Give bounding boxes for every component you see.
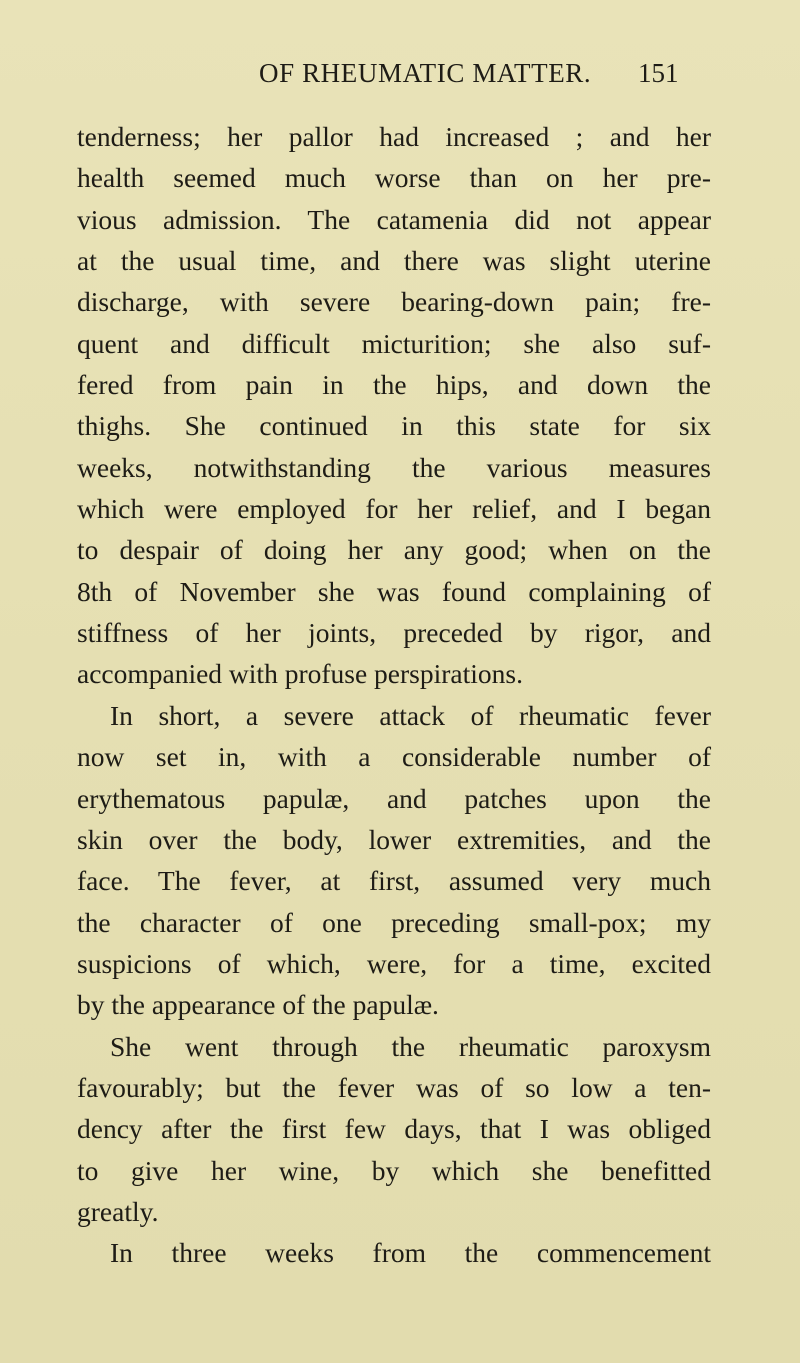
text-line: thighs. She continued in this state for six: [77, 410, 711, 442]
text-line: favourably; but the fever was of so low a ten-: [77, 1071, 711, 1103]
text-line: at the usual time, and there was slight uterine: [77, 245, 711, 277]
text-line: fered from pain in the hips, and down the: [77, 369, 711, 401]
text-line: dency after the first few days, that I was obliged: [77, 1113, 711, 1145]
text-line: the character of one preceding small-pox; my: [77, 906, 711, 938]
body-text: [77, 116, 711, 1274]
text-line: to despair of doing her any good; when on the: [77, 534, 711, 566]
text-line: accompanied with profuse perspirations.: [77, 658, 523, 690]
text-line: to give her wine, by which she benefitted: [77, 1154, 711, 1186]
page-number: 151: [638, 58, 679, 88]
text-line: tenderness; her pallor had increased ; and her: [77, 121, 711, 152]
text-line: erythematous papulæ, and patches upon the: [77, 782, 711, 814]
text-line: skin over the body, lower extremities, and the: [77, 823, 711, 855]
text-line: face. The fever, at first, assumed very much: [77, 865, 711, 897]
paragraph-start-line: In three weeks from the commencement: [110, 1237, 711, 1269]
text-line: quent and difficult micturition; she also suf-: [77, 327, 711, 359]
running-title: OF RHEUMATIC MATTER.: [259, 58, 592, 88]
text-line: 8th of November she was found complaining of: [77, 575, 711, 607]
text-line: vious admission. The catamenia did not appear: [77, 203, 711, 235]
running-head: [0, 58, 800, 98]
paragraph-start-line: She went through the rheumatic paroxysm: [110, 1030, 711, 1062]
paragraph-start-line: In short, a severe attack of rheumatic fever: [110, 699, 711, 731]
text-line: by the appearance of the papulæ.: [77, 989, 439, 1021]
text-line: which were employed for her relief, and I began: [77, 493, 711, 525]
text-line: stiffness of her joints, preceded by rigor, and: [77, 617, 711, 649]
text-line: now set in, with a considerable number of: [77, 741, 711, 773]
text-line: discharge, with severe bearing-down pain; fre-: [77, 286, 711, 318]
text-line: greatly.: [77, 1195, 159, 1227]
text-line: suspicions of which, were, for a time, excited: [77, 947, 711, 979]
text-line: weeks, notwithstanding the various measures: [77, 451, 711, 483]
text-line: health seemed much worse than on her pre-: [77, 162, 711, 194]
